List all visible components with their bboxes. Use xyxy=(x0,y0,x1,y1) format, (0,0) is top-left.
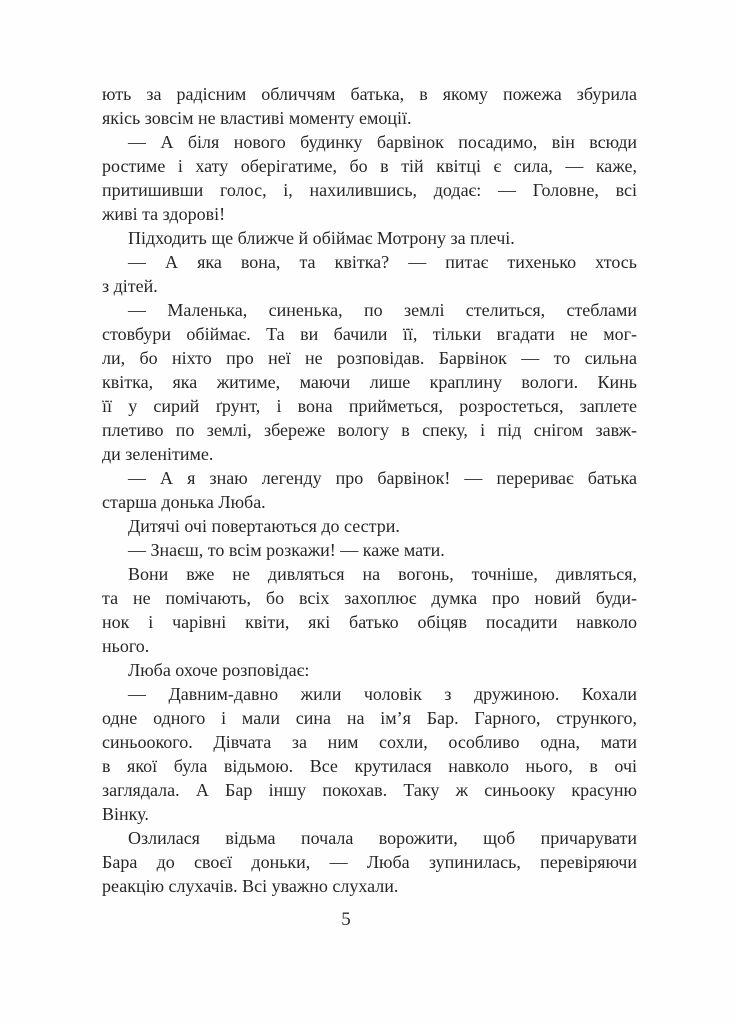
paragraph xyxy=(102,130,637,226)
text-line: Вінку. xyxy=(102,804,149,824)
text-line: Бара до своєї доньки, — Люба зупинилась, перевіряючи xyxy=(102,852,637,872)
text-line: Озлилася відьма почала ворожити, щоб причарувати xyxy=(128,828,637,848)
paragraph xyxy=(102,826,637,898)
paragraph xyxy=(102,538,637,562)
text-line: реакцію слухачів. Всі уважно слухали. xyxy=(102,876,399,896)
text-line: стовбури обіймає. Та ви бачили її, тільки вгадати не мог- xyxy=(102,324,637,344)
text-line: Підходить ще ближче й обіймає Мотрону за плечі. xyxy=(128,228,515,248)
text-line: — Давним-давно жили чоловік з дружиною. Кохали xyxy=(128,684,637,704)
text-line: — Маленька, синенька, по землі стелиться, стеблами xyxy=(128,300,637,320)
text-line: Дитячі очі повертаються до сестри. xyxy=(128,516,400,536)
text-block xyxy=(102,82,637,898)
text-line: в якої була відьмою. Все крутилася навколо нього, в очі xyxy=(102,756,637,776)
text-line: нього. xyxy=(102,636,150,656)
text-line: — А яка вона, та квітка? — питає тихенько хтось xyxy=(128,252,637,272)
text-line: її у сирий ґрунт, і вона прийметься, розростеться, заплете xyxy=(102,396,637,416)
text-line: синьоокого. Дівчата за ним сохли, особливо одна, мати xyxy=(102,732,637,752)
paragraph xyxy=(102,682,637,826)
paragraph xyxy=(102,562,637,658)
paragraph xyxy=(102,226,637,250)
text-line: — А біля нового будинку барвінок посадимо, він всюди xyxy=(128,132,637,152)
text-line: притишивши голос, і, нахилившись, додає: — Головне, всі xyxy=(102,180,637,200)
text-line: старша донька Люба. xyxy=(102,492,266,512)
paragraph xyxy=(102,514,637,538)
text-line: живі та здорові! xyxy=(102,204,226,224)
paragraph xyxy=(102,658,637,682)
text-line: плетиво по землі, збереже вологу в спеку, і під снігом завж- xyxy=(102,420,637,440)
text-line: одне одного і мали сина на ім’я Бар. Гарного, стрункого, xyxy=(102,708,637,728)
text-line: якісь зовсім не властиві моменту емоції. xyxy=(102,108,412,128)
paragraph xyxy=(102,250,637,298)
text-line: — А я знаю легенду про барвінок! — перериває батька xyxy=(128,468,637,488)
text-line: Люба охоче розповідає: xyxy=(128,660,310,680)
paragraph xyxy=(102,298,637,466)
text-line: — Знаєш, то всім розкажи! — каже мати. xyxy=(128,540,445,560)
text-line: ють за радісним обличчям батька, в якому пожежа збурила xyxy=(102,84,637,104)
paragraph xyxy=(102,466,637,514)
text-line: заглядала. А Бар іншу покохав. Таку ж синьооку красуню xyxy=(102,780,637,800)
text-line: ростиме і хату оберігатиме, бо в тій квітці є сила, — каже, xyxy=(102,156,637,176)
text-line: Вони вже не дивляться на вогонь, точніше, дивляться, xyxy=(128,564,637,584)
text-line: з дітей. xyxy=(102,276,158,296)
paragraph xyxy=(102,82,637,130)
text-line: ди зеленітиме. xyxy=(102,444,214,464)
text-line: та не помічають, бо всіх захоплює думка про новий буди- xyxy=(102,588,637,608)
text-line: нок і чарівні квіти, які батько обіцяв посадити навколо xyxy=(102,612,637,632)
text-line: ли, бо ніхто про неї не розповідав. Барвінок — то сильна xyxy=(102,348,637,368)
page-number: 5 xyxy=(341,909,351,930)
text-line: квітка, яка житиме, маючи лише краплину вологи. Кинь xyxy=(102,372,637,392)
